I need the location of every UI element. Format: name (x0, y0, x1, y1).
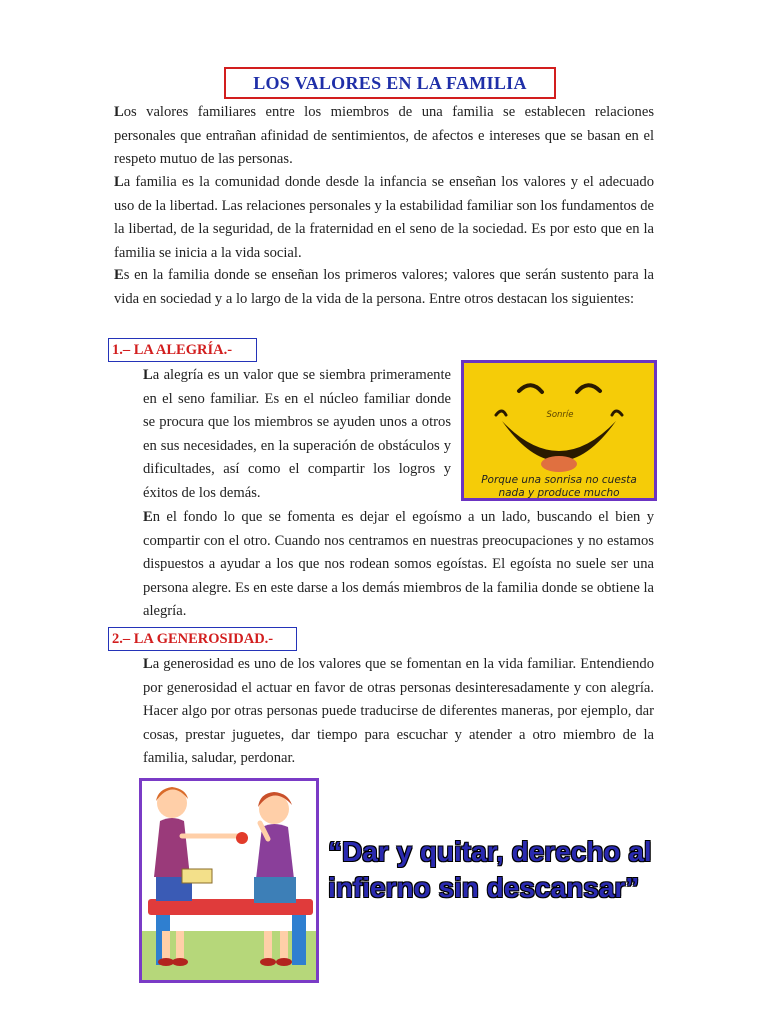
document-title-box (224, 67, 556, 99)
section-heading-alegria: 1.– LA ALEGRÍA.- (112, 341, 233, 358)
quote-line-1: “Dar y quitar, derecho al (328, 836, 652, 867)
girls-sharing-illustration (139, 778, 319, 983)
smile-caption-line-1: Porque una sonrisa no cuesta (481, 474, 637, 486)
alegria-paragraph-1: La alegría es un valor que se siembra primeramente en el seno familiar. Es en el núcleo familiar donde se procura que los miembros se ayuden unos a otros en sus necesidades, en la superación de obstáculos y dificultades, así como el compartir los logros y éxitos de los demás. (143, 367, 451, 501)
generosidad-paragraph-1: La generosidad es uno de los valores que se fomentan en la vida familiar. Entendiendo por generosidad el actuar en favor de otras personas desinteresadamente y con alegría. Hacer algo por otras personas puede traducirse de diferentes maneras, por ejemplo, dar cosas, prestar juguetes, dar tiempo para escuchar y atender a otro miembro de la familia, saludar, perdonar. (143, 656, 654, 766)
section-heading-generosidad: 2.– LA GENEROSIDAD.- (112, 630, 274, 647)
alegria-paragraph-2: En el fondo lo que se fomenta es dejar el egoísmo a un lado, buscando el bien y compartir con el otro. Cuando nos centramos en nuestras preocupaciones y no estamos dispuestos a ayudar a los que nos rodean somos egoístas. El egoísta no suele ser una persona alegre. Es en este darse a los demás miembros de la familia donde se obtiene la alegría. (143, 509, 655, 619)
smile-image (461, 360, 657, 501)
section-heading-alegria-box (108, 338, 257, 362)
quote-text (328, 834, 658, 906)
smile-caption-line-2: nada y produce mucho (498, 487, 620, 499)
section-heading-generosidad-box (108, 627, 297, 651)
intro-paragraph-3: Es en la familia donde se enseñan los primeros valores; valores que serán sustento para la vida en sociedad y a lo largo de la vida de la persona. Entre otros destacan los siguientes: (114, 267, 654, 307)
smile-word: Sonríe (546, 410, 574, 420)
document-title: LOS VALORES EN LA FAMILIA (253, 72, 527, 93)
intro-paragraph-2: La familia es la comunidad donde desde la infancia se enseñan los valores y el adecuado uso de la libertad. Las relaciones personales y la estabilidad familiar son los fundamentos de la libertad, de la seguridad, de la fraternidad en el seno de la sociedad. Es por esto que en la familia se inicia a la vida social. (114, 174, 654, 261)
intro-paragraph-1: Los valores familiares entre los miembros de una familia se establecen relaciones personales que entrañan afinidad de sentimientos, de afectos e intereses que se basan en el respeto mutuo de las personas. (114, 104, 654, 167)
quote-line-2: infierno sin descansar” (328, 872, 640, 903)
